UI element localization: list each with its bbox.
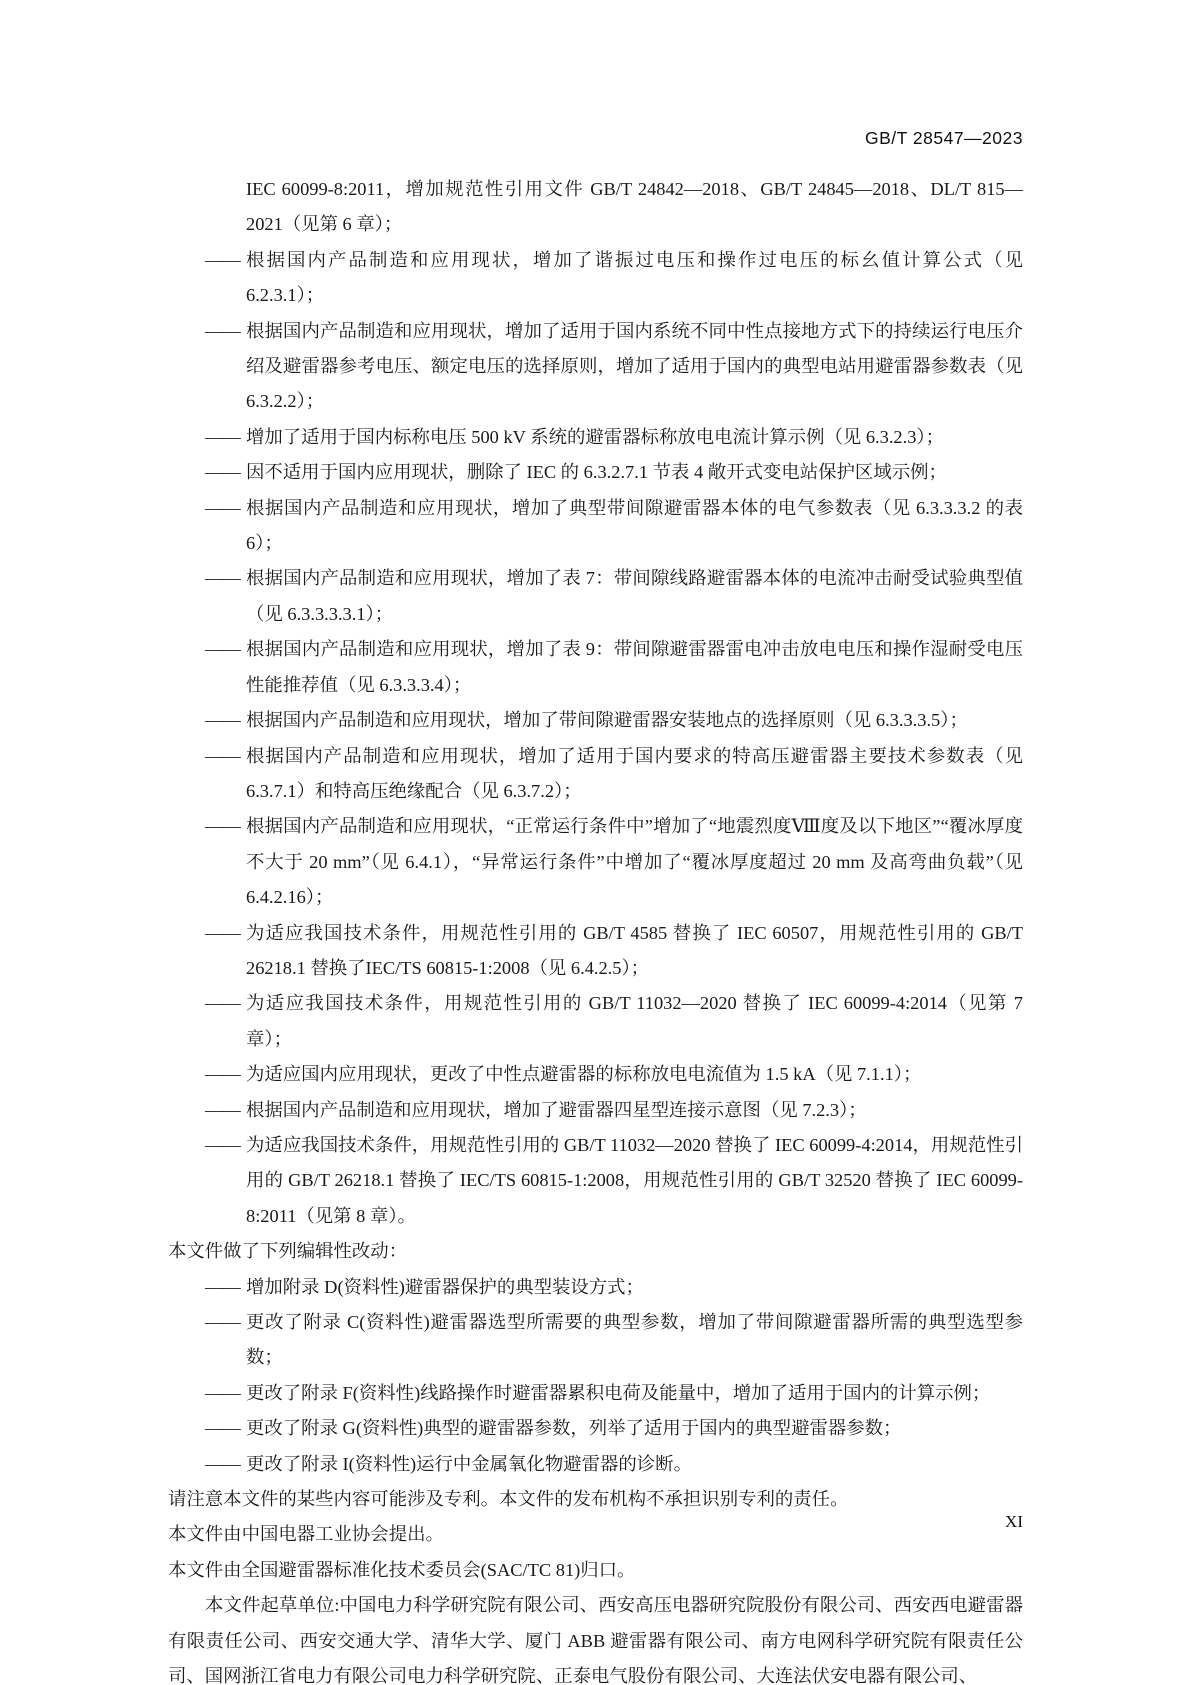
drafting-units: 本文件起草单位:中国电力科学研究院有限公司、西安高压电器研究院股份有限公司、西安西电避雷器有限责任公司、西安交通大学、清华大学、厦门 ABB 避雷器有限公司、南方电网科学研究院有限责任公司、国网浙江省电力有限公司电力科学研究院、正泰电气股份有限公司、大连法伏安电器有限公司、 [168, 1595, 1023, 1685]
dash-marker: —— [205, 922, 240, 943]
list-item-text: 为适应国内应用现状，更改了中性点避雷器的标称放电电流值为 1.5 kA（见 7.1.1）； [246, 1064, 922, 1085]
editorial-item-text: 更改了附录 G(资料性)典型的避雷器参数，列举了适用于国内的典型避雷器参数； [246, 1418, 902, 1439]
page-number: XI [1005, 1512, 1023, 1531]
editorial-item-text: 更改了附录 F(资料性)线路操作时避雷器累积电荷及能量中，增加了适用于国内的计算示例； [246, 1382, 991, 1403]
dash-marker: —— [205, 710, 240, 731]
dash-marker: —— [205, 816, 240, 837]
list-item-text: 根据国内产品制造和应用现状，“正常运行条件中”增加了“地震烈度Ⅷ度及以下地区”“覆冰厚度不大于 20 mm”（见 6.4.1），“异常运行条件”中增加了“覆冰厚度超过 20 mm 及高弯曲负载”（见 6.4.2.16）； [246, 816, 1023, 908]
list-item-text: 根据国内产品制造和应用现状，增加了表 7：带间隙线路避雷器本体的电流冲击耐受试验典型值（见 6.3.3.3.3.1）； [246, 568, 1023, 624]
dash-marker: —— [205, 497, 240, 518]
patent-notice: 请注意本文件的某些内容可能涉及专利。本文件的发布机构不承担识别专利的责任。 [168, 1489, 849, 1510]
list-item [168, 243, 1023, 314]
list-item [168, 986, 1023, 1057]
editorial-list-item [168, 1270, 1023, 1305]
dash-marker: —— [205, 745, 240, 766]
list-item-text: 为适应我国技术条件，用规范性引用的 GB/T 11032—2020 替换了 IEC 60099-4:2014（见第 7 章）； [246, 993, 1023, 1049]
dash-marker: —— [205, 1276, 240, 1297]
list-item [168, 703, 1023, 738]
list-item [168, 491, 1023, 562]
editorial-item-text: 更改了附录 C(资料性)避雷器选型所需要的典型参数，增加了带间隙避雷器所需的典型选型参数； [246, 1312, 1023, 1368]
dash-marker: —— [205, 568, 240, 589]
dash-marker: —— [205, 1418, 240, 1439]
editorial-item-text: 增加附录 D(资料性)避雷器保护的典型装设方式； [246, 1276, 644, 1297]
list-item [168, 314, 1023, 420]
proposing-organization: 本文件由中国电器工业协会提出。 [168, 1524, 444, 1545]
list-item [168, 916, 1023, 987]
list-item [168, 809, 1023, 915]
list-item-text: 为适应我国技术条件，用规范性引用的 GB/T 11032—2020 替换了 IEC 60099-4:2014，用规范性引用的 GB/T 26218.1 替换了 IEC/TS 60815-1:2008，用规范性引用的 GB/T 32520 替换了 IEC 60099-8:2011（见第 8 章）。 [246, 1134, 1023, 1226]
list-item-text: 根据国内产品制造和应用现状，增加了表 9：带间隙避雷器雷电冲击放电电压和操作湿耐受电压性能推荐值（见 6.3.3.3.4）； [246, 639, 1023, 695]
list-item [168, 561, 1023, 632]
list-item [168, 420, 1023, 455]
editorial-changes-intro: 本文件做了下列编辑性改动： [168, 1241, 408, 1262]
list-item-text: 根据国内产品制造和应用现状，增加了带间隙避雷器安装地点的选择原则（见 6.3.3.3.5）； [246, 710, 968, 731]
list-item-text: 为适应我国技术条件，用规范性引用的 GB/T 4585 替换了 IEC 60507，用规范性引用的 GB/T 26218.1 替换了IEC/TS 60815-1:2008（见 6.4.2.5）； [246, 922, 1023, 978]
list-item-text: 增加了适用于国内标称电压 500 kV 系统的避雷器标称放电电流计算示例（见 6.3.2.3）； [246, 426, 944, 447]
dash-marker: —— [205, 1453, 240, 1474]
editorial-item-text: 更改了附录 I(资料性)运行中金属氧化物避雷器的诊断。 [246, 1453, 692, 1474]
list-item [168, 1093, 1023, 1128]
dash-marker: —— [205, 462, 240, 483]
technical-committee: 本文件由全国避雷器标准化技术委员会(SAC/TC 81)归口。 [168, 1559, 636, 1580]
list-item-text: 根据国内产品制造和应用现状，增加了适用于国内要求的特高压避雷器主要技术参数表（见 6.3.7.1）和特高压绝缘配合（见 6.3.7.2）； [246, 745, 1023, 801]
editorial-list-item [168, 1305, 1023, 1376]
dash-marker: —— [205, 1134, 240, 1155]
list-item [168, 1128, 1023, 1234]
dash-marker: —— [205, 426, 240, 447]
paragraph-continuation: IEC 60099-8:2011，增加规范性引用文件 GB/T 24842—2018、GB/T 24845—2018、DL/T 815—2021（见第 6 章）； [246, 179, 1023, 235]
list-item [168, 632, 1023, 703]
dash-marker: —— [205, 249, 240, 270]
page-header-standard-number: GB/T 28547—2023 [865, 128, 1023, 148]
dash-marker: —— [205, 993, 240, 1014]
list-item [168, 1057, 1023, 1092]
dash-marker: —— [205, 1099, 240, 1120]
editorial-list-item [168, 1447, 1023, 1482]
list-item-text: 根据国内产品制造和应用现状，增加了避雷器四星型连接示意图（见 7.2.3）； [246, 1099, 867, 1120]
list-item-text: 根据国内产品制造和应用现状，增加了典型带间隙避雷器本体的电气参数表（见 6.3.3.3.2 的表 6）； [246, 497, 1023, 554]
dash-marker: —— [205, 320, 240, 341]
list-item-text: 根据国内产品制造和应用现状，增加了谐振过电压和操作过电压的标幺值计算公式（见 6.2.3.1）； [246, 249, 1023, 306]
list-item-text: 根据国内产品制造和应用现状，增加了适用于国内系统不同中性点接地方式下的持续运行电压介绍及避雷器参考电压、额定电压的选择原则，增加了适用于国内的典型电站用避雷器参数表（见 6.3.2.2）； [246, 320, 1023, 412]
list-item [168, 739, 1023, 810]
editorial-list-item [168, 1411, 1023, 1446]
list-item-text: 因不适用于国内应用现状，删除了 IEC 的 6.3.2.7.1 节表 4 敞开式变电站保护区域示例； [246, 462, 947, 483]
dash-marker: —— [205, 1382, 240, 1403]
editorial-list-item [168, 1376, 1023, 1411]
dash-marker: —— [205, 639, 240, 660]
dash-marker: —— [205, 1064, 240, 1085]
list-item [168, 455, 1023, 490]
document-body [168, 172, 1023, 1685]
dash-marker: —— [205, 1312, 240, 1332]
